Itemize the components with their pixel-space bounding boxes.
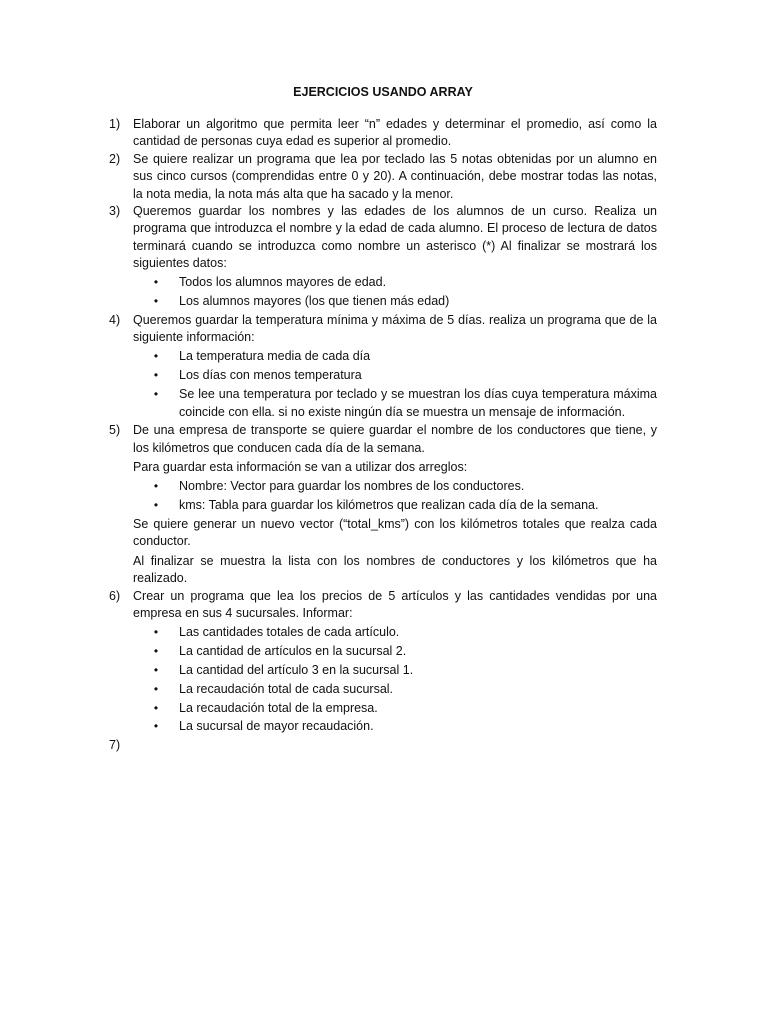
exercise-5 <box>109 422 657 587</box>
bullet-list <box>133 478 657 514</box>
exercise-number: 4) <box>109 312 121 327</box>
list-item <box>133 624 657 641</box>
exercise-text: Elaborar un algoritmo que permita leer “n” edades y determinar el promedio, así como la cantidad de personas cuya edad es superior al promedio. <box>133 117 657 149</box>
exercise-number: 1) <box>109 117 121 131</box>
bullet-list <box>133 624 657 736</box>
list-item <box>133 348 657 365</box>
list-item <box>133 681 657 698</box>
exercise-2 <box>109 151 657 203</box>
list-item-text: Las cantidades totales de cada artículo. <box>179 624 400 639</box>
list-item <box>133 700 657 717</box>
list-item-text: Todos los alumnos mayores de edad. <box>179 275 387 290</box>
bullet-icon: • <box>153 719 159 734</box>
exercise-body <box>133 116 657 151</box>
bullet-icon: • <box>153 368 159 383</box>
bullet-icon: • <box>153 643 159 658</box>
list-item-text: Nombre: Vector para guardar los nombres de los conductores. <box>179 479 525 494</box>
bullet-icon: • <box>153 700 159 715</box>
exercise-1 <box>109 116 657 151</box>
list-item <box>133 386 657 421</box>
list-item-text: La recaudación total de la empresa. <box>179 700 378 715</box>
bullet-icon: • <box>153 349 159 364</box>
exercise-text: De una empresa de transporte se quiere guardar el nombre de los conductores que tiene, y los kilómetros que conducen cada día de la semana. <box>133 423 657 455</box>
exercise-text: Crear un programa que lea los precios de 5 artículos y las cantidades vendidas por una empresa en sus 4 sucursales. Informar: <box>133 588 657 620</box>
document-title: EJERCICIOS USANDO ARRAY <box>293 85 473 99</box>
document-page <box>109 84 657 755</box>
list-item-text: Se lee una temperatura por teclado y se muestran los días cuya temperatura máxima coincide con ella. si no existe ningún día se muestra un mensaje de información. <box>179 387 657 419</box>
list-item-text: La sucursal de mayor recaudación. <box>179 719 374 734</box>
list-item <box>133 662 657 679</box>
list-item-text: La temperatura media de cada día <box>179 349 371 364</box>
list-item <box>133 293 657 310</box>
exercise-body <box>133 422 657 587</box>
exercise-number: 5) <box>109 423 121 438</box>
exercise-body <box>133 312 657 422</box>
bullet-icon: • <box>153 479 159 494</box>
bullet-icon: • <box>153 624 159 639</box>
exercise-body <box>133 151 657 203</box>
exercise-text: Se quiere generar un nuevo vector (“total_kms”) con los kilómetros totales que realza cada conductor. <box>133 516 657 549</box>
list-item <box>133 367 657 384</box>
exercise-6 <box>109 588 657 738</box>
exercise-body <box>133 737 657 754</box>
list-item <box>133 274 657 291</box>
exercise-body <box>133 588 657 738</box>
bullet-icon: • <box>153 294 159 309</box>
bullet-icon: • <box>153 275 159 290</box>
list-item <box>133 643 657 660</box>
list-item-text: Los días con menos temperatura <box>179 368 362 383</box>
exercise-7 <box>109 737 657 754</box>
list-item-text: La cantidad del artículo 3 en la sucursal 1. <box>179 662 414 677</box>
bullet-icon: • <box>153 498 159 513</box>
list-item-text: La recaudación total de cada sucursal. <box>179 681 394 696</box>
exercise-text: Se quiere realizar un programa que lea por teclado las 5 notas obtenidas por un alumno en sus cinco cursos (comprendidas entre 0 y 20). A continuación, debe mostrar todas las notas, la nota media, la nota más alta que ha sacado y la menor. <box>133 151 657 201</box>
bullet-icon: • <box>153 681 159 696</box>
exercise-text: Al finalizar se muestra la lista con los nombres de conductores y los kilómetros que ha realizado. <box>133 553 657 586</box>
exercise-text: Para guardar esta información se van a utilizar dos arreglos: <box>133 460 468 475</box>
exercise-text: Queremos guardar los nombres y las edades de los alumnos de un curso. Realiza un programa que introduzca el nombre y la edad de cada alumno. El proceso de lectura de datos terminará cuando se introduzca como nombre un asterisco (*) Al finalizar se mostrará los siguientes datos: <box>133 204 657 271</box>
exercise-text: Queremos guardar la temperatura mínima y máxima de 5 días. realiza un programa que de la siguiente información: <box>133 312 657 345</box>
exercise-number: 6) <box>109 588 121 603</box>
bullet-icon: • <box>153 662 159 677</box>
exercise-number: 2) <box>109 151 121 166</box>
bullet-list <box>133 274 657 310</box>
exercise-body <box>133 203 657 312</box>
list-item <box>133 718 657 735</box>
list-item-text: kms: Tabla para guardar los kilómetros que realizan cada día de la semana. <box>179 498 599 513</box>
bullet-icon: • <box>153 387 159 402</box>
list-item <box>133 497 657 514</box>
exercise-number: 7) <box>109 738 121 753</box>
exercise-3 <box>109 203 657 312</box>
bullet-list <box>133 348 657 421</box>
list-item <box>133 478 657 495</box>
list-item-text: La cantidad de artículos en la sucursal 2. <box>179 643 407 658</box>
exercise-4 <box>109 312 657 422</box>
exercise-number: 3) <box>109 204 121 219</box>
list-item-text: Los alumnos mayores (los que tienen más edad) <box>179 294 450 309</box>
